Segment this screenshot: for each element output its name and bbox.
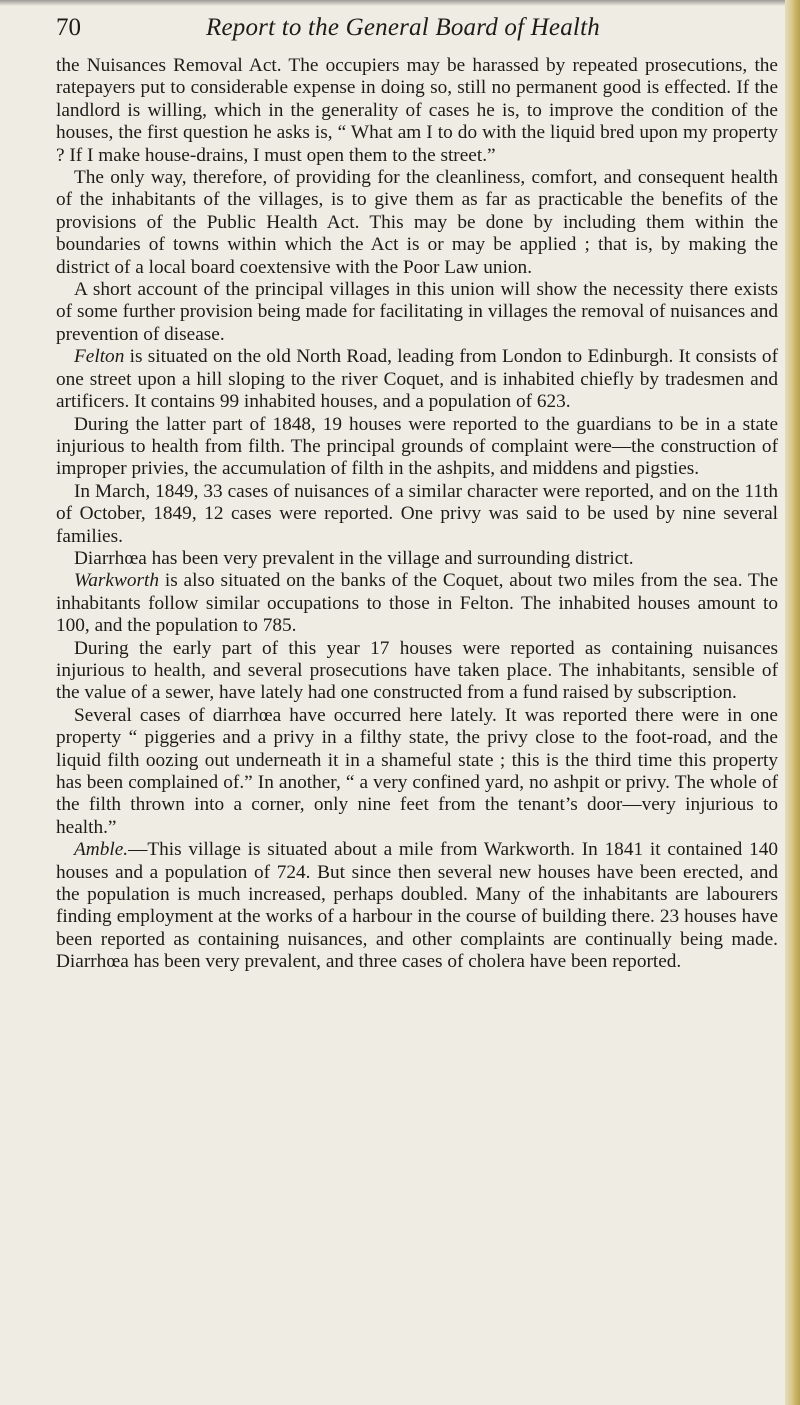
paragraph-text: Diarrhœa has been very prevalent in the village and surrounding district. [74, 547, 634, 569]
place-name-felton: Felton [74, 346, 125, 368]
paragraph-felton [56, 346, 778, 413]
paragraph [56, 548, 778, 570]
page-number: 70 [56, 14, 81, 41]
paragraph [56, 481, 778, 548]
paragraph-text: is also situated on the banks of the Coquet, about two miles from the sea. The inhabitants follow similar occupations to those in Felton. The inhabited houses amount to 100, and the population to 785. [56, 570, 778, 637]
page-header [56, 8, 776, 48]
paragraph-text: During the early part of this year 17 houses were reported as containing nuisances injurious to health, and several prosecutions have taken place. The inhabitants, sensible of the value of a sewer, have lately had one constructed from a fund raised by subscription. [56, 637, 778, 704]
paragraph-text: —This village is situated about a mile from Warkworth. In 1841 it contained 140 houses and a population of 724. But since then several new houses have been erected, and the population is much increased, perhaps doubled. Many of the inhabitants are labourers finding employment at the works of a harbour in the course of building there. 23 houses have been reported as containing nuisances, and other complaints are continually being made. Diarrhœa has been very prevalent, and three cases of cholera have been reported. [56, 839, 778, 973]
paragraph [56, 167, 778, 279]
paragraph [56, 705, 778, 839]
paragraph-text: A short account of the principal villages in this union will show the necessity there exists of some further provision being made for facilitating in villages the removal of nuisances and prevention of disease. [56, 279, 778, 345]
paragraph-text: Several cases of diarrhœa have occurred here lately. It was reported there were in one property “ piggeries and a privy in a filthy state, the privy close to the foot-road, and the liquid filth oozing out underneath it in a shameful state ; this is the third time this property has been complained of.” In another, “ a very confined yard, no ashpit or privy. The whole of the filth thrown into a corner, only nine feet from the tenant’s door—very injurious to health.” [56, 704, 778, 838]
paragraph-warkworth [56, 570, 778, 637]
paragraph [56, 414, 778, 481]
paragraph-text: During the latter part of 1848, 19 houses were reported to the guardians to be in a state injurious to health from filth. The principal grounds of complaint were—the construction of improper privies, the accumulation of filth in the ashpits, and middens and pigsties. [56, 413, 778, 480]
running-title: Report to the General Board of Health [206, 14, 600, 41]
place-name-amble: Amble. [74, 839, 129, 861]
paragraph [56, 55, 778, 167]
paragraph [56, 279, 778, 346]
paragraph-text: The only way, therefore, of providing for the cleanliness, comfort, and consequent health of the inhabitants of the villages, is to give them as far as practicable the benefits of the provisions of the Public Health Act. This may be done by including them within the boundaries of towns within which the Act is or may be applied ; that is, by making the district of a local board coextensive with the Poor Law union. [56, 167, 778, 278]
place-name-warkworth: Warkworth [74, 570, 159, 592]
paragraph [56, 638, 778, 705]
page-gilt-edge [785, 0, 800, 1405]
paragraph-text: the Nuisances Removal Act. The occupiers may be harassed by repeated prosecutions, the ratepayers put to considerable expense in doing so, still no permanent good is effected. If the landlord is willing, which in the generality of cases he is, to improve the condition of the houses, the first question he asks is, “ What am I to do with the liquid bred upon my property ? If I make house-drains, I must open them to the street.” [56, 55, 778, 166]
body-text [56, 55, 778, 974]
paragraph-text: is situated on the old North Road, leading from London to Edinburgh. It consists of one street upon a hill sloping to the river Coquet, and is inhabited chiefly by tradesmen and artificers. It contains 99 inhabited houses, and a population of 623. [56, 346, 778, 413]
paragraph-text: In March, 1849, 33 cases of nuisances of a similar character were reported, and on the 11th of October, 1849, 12 cases were reported. One privy was said to be used by nine several families. [56, 480, 778, 547]
paragraph-amble [56, 839, 778, 973]
page-top-shadow [0, 0, 800, 6]
